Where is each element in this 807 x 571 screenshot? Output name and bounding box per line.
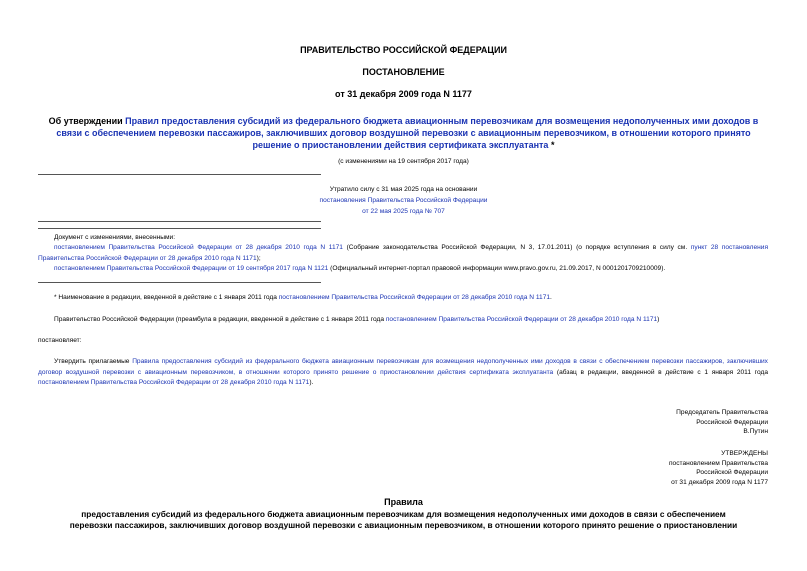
approve-amendment-link[interactable]: постановлением Правительства Российской Федерации от 28 декабря 2010 года N 1171 bbox=[38, 379, 310, 386]
signature-name: В.Путин bbox=[743, 428, 768, 435]
divider bbox=[38, 282, 321, 283]
changes-item-text: ); bbox=[256, 254, 261, 262]
approval-heading: УТВЕРЖДЕНЫ bbox=[721, 450, 768, 457]
divider bbox=[38, 228, 321, 229]
divider bbox=[38, 221, 321, 222]
edition-note: (с изменениями на 19 сентября 2017 года) bbox=[338, 158, 469, 165]
divider bbox=[38, 174, 321, 175]
approve-mid: (абзац в редакции, введенной в действие с 1 января 2011 года bbox=[553, 368, 768, 376]
preamble-text: Правительство Российской Федерации (преамбула в редакции, введенной в действие с 1 января 2011 года bbox=[54, 316, 386, 323]
title-footnote bbox=[38, 293, 768, 304]
changes-intro: Документ с изменениями, внесенными: bbox=[54, 234, 176, 241]
approval-line: от 31 декабря 2009 года N 1177 bbox=[671, 478, 768, 486]
changes-item bbox=[38, 243, 768, 264]
decides-text: постановляет: bbox=[38, 337, 82, 344]
preamble-link[interactable]: постановлением Правительства Российской Федерации от 28 декабря 2010 года N 1171 bbox=[385, 316, 658, 323]
changes-item-link[interactable]: постановлением Правительства Российской Федерации от 28 декабря 2010 года N 1171 bbox=[54, 244, 343, 251]
title-rules-link[interactable]: Правил предоставления субсидий из федерального бюджета авиационным перевозчикам для возмещения недополученных ими доходов в связи с обеспечением перевозки пассажиров, заключивших договор воздушной перевозки с авиационным перевозчиком, в отношении которого принято решение о приостановлении действия сертификата эксплуатанта bbox=[56, 116, 759, 150]
changes-item-text: (Собрание законодательства Российской Федерации, N 3, 17.01.2011) (о порядке вступления в силу см. bbox=[342, 244, 691, 251]
expired-decree-date-link[interactable]: от 22 мая 2025 года № 707 bbox=[362, 208, 445, 215]
preamble bbox=[38, 315, 768, 326]
footnote-link[interactable]: постановлением Правительства Российской Федерации от 28 декабря 2010 года N 1171 bbox=[278, 294, 551, 301]
approve-end: ). bbox=[309, 379, 314, 386]
footnote-text: * Наименование в редакции, введенной в действие с 1 января 2011 года bbox=[54, 294, 279, 301]
preamble-end: ) bbox=[657, 316, 660, 323]
changes-item-link[interactable]: постановлением Правительства Российской Федерации от 19 сентября 2017 года N 1121 bbox=[54, 265, 329, 272]
footnote-end: . bbox=[550, 294, 552, 301]
changes-item-link[interactable]: пункт 28 постановления Правительства Российской Федерации от 28 декабря 2010 года N 1171 bbox=[38, 244, 769, 262]
title-prefix: Об утверждении bbox=[48, 116, 126, 126]
approve-text: Утвердить прилагаемые bbox=[54, 358, 133, 365]
expired-decree-link[interactable]: постановления Правительства Российской Федерации bbox=[319, 197, 488, 204]
approval-line: Российской Федерации bbox=[696, 469, 768, 476]
expired-line: Утратило силу с 31 мая 2025 года на основании bbox=[329, 186, 478, 193]
document-date: от 31 декабря 2009 года N 1177 bbox=[335, 89, 472, 99]
rules-subtitle-line: перевозки пассажиров, заключивших договор воздушной перевозки с авиационным перевозчиком, в отношении которого принято решение о приостановлении bbox=[69, 520, 738, 530]
approval-stamp bbox=[669, 449, 768, 487]
signature-block bbox=[676, 408, 768, 437]
signature-organization: Российской Федерации bbox=[696, 418, 768, 426]
approve-paragraph bbox=[38, 357, 768, 389]
approve-rules-link[interactable]: Правила предоставления субсидий из федерального бюджета авиационным перевозчикам для возмещения недополученных ими доходов в связи с обеспечением перевозки пассажиров, заключивших договор воздушной перевозки с авиационным перевозчиком, в отношении которого принято решение о приостановлении действия сертификата эксплуатанта bbox=[38, 358, 768, 376]
signature-position: Председатель Правительства bbox=[676, 409, 768, 416]
document-type: ПОСТАНОВЛЕНИЕ bbox=[362, 67, 445, 77]
changes-item bbox=[38, 264, 768, 275]
changes-item-text: (Официальный интернет-портал правовой информации www.pravo.gov.ru, 21.09.2017, N 0001201709210009). bbox=[328, 265, 666, 272]
rules-title: Правила bbox=[384, 497, 423, 507]
government-heading: ПРАВИТЕЛЬСТВО РОССИЙСКОЙ ФЕДЕРАЦИИ bbox=[300, 45, 507, 55]
document-title bbox=[40, 115, 767, 151]
title-suffix: * bbox=[548, 140, 555, 150]
rules-subtitle-line: предоставления субсидий из федерального бюджета авиационным перевозчикам для возмещения недополученных ими доходов в связи с обеспечением bbox=[81, 509, 726, 519]
approval-line: постановлением Правительства bbox=[668, 459, 768, 467]
